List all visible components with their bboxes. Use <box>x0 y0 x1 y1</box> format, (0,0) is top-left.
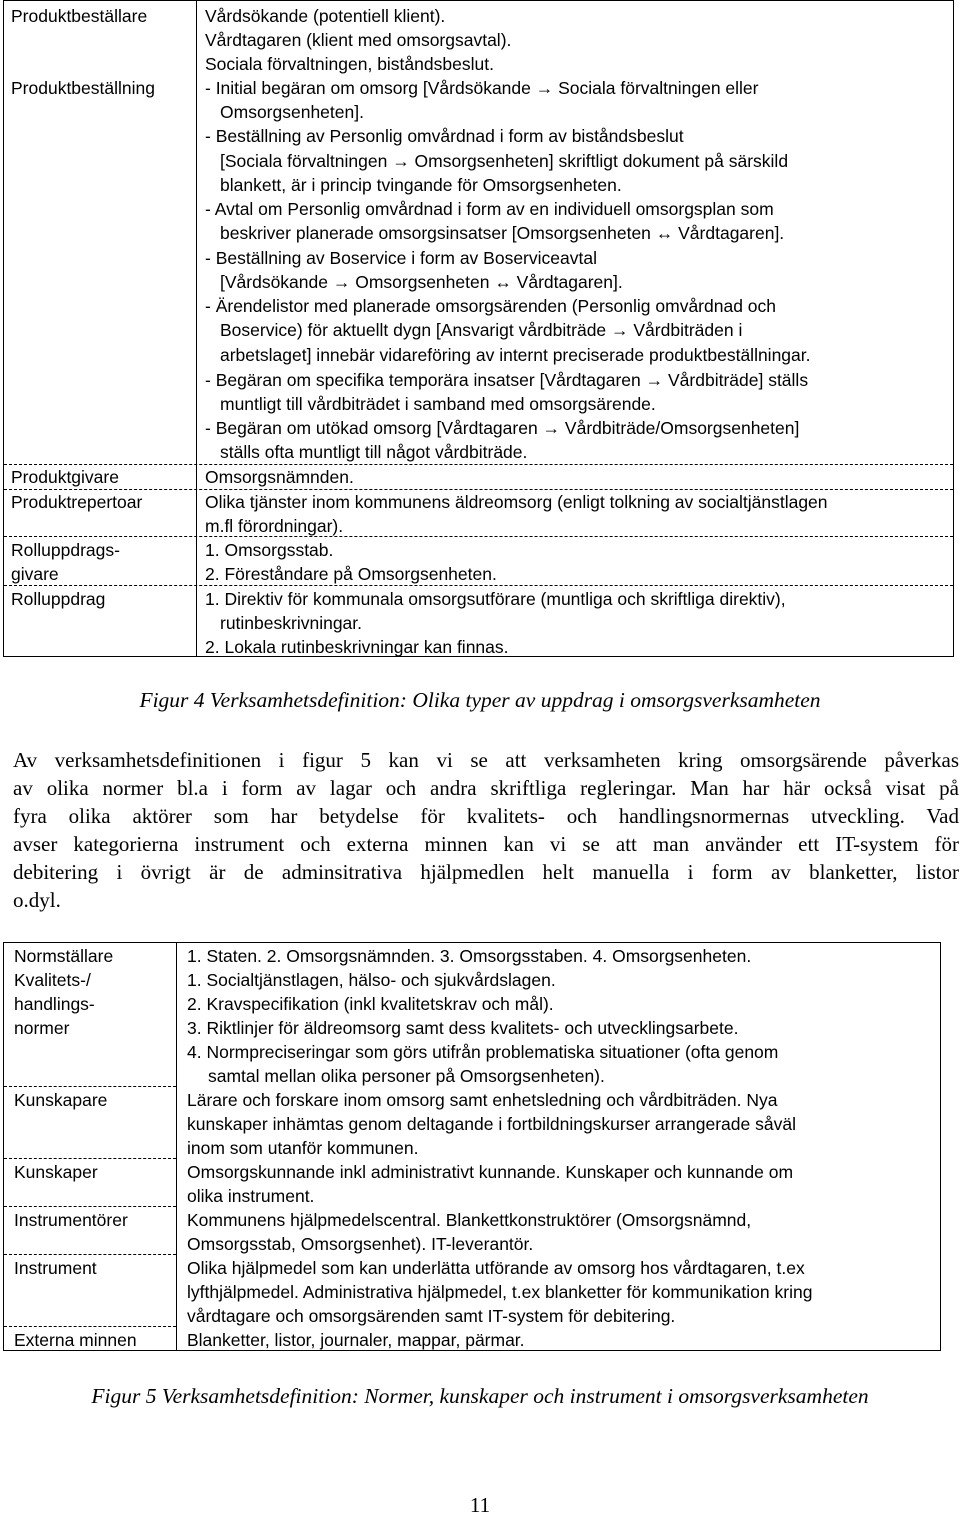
cell-line: [Sociala förvaltningen → Omsorgsenheten] skriftligt dokument på särskild <box>220 151 789 171</box>
cell-line: 1. Omsorgsstab. <box>205 540 334 560</box>
cell-line: kunskaper inhämtas genom deltagande i fortbildningskurser arrangerade såväl <box>187 1114 796 1134</box>
label-kunskaper: Kunskaper <box>14 1162 98 1182</box>
label-externa-minnen: Externa minnen <box>14 1330 137 1350</box>
column-divider <box>176 943 177 1350</box>
cell-line: inom som utanför kommunen. <box>187 1138 419 1158</box>
cell-line: 3. Riktlinjer för äldreomsorg samt dess kvalitets- och utvecklingsarbete. <box>187 1018 739 1038</box>
cell-line: - Initial begäran om omsorg [Vårdsökande → Sociala förvaltningen eller <box>205 78 759 98</box>
cell-line: Kommunens hjälpmedelscentral. Blankettkonstruktörer (Omsorgsnämnd, <box>187 1210 752 1230</box>
cell-line: - Beställning av Personlig omvårdnad i form av biståndsbeslut <box>205 126 684 146</box>
cell-line: 4. Normpreciseringar som görs utifrån problematiska situationer (ofta genom <box>187 1042 779 1062</box>
cell-line: vårdtagare och omsorgsärenden samt IT-system för debitering. <box>187 1306 676 1326</box>
row-divider <box>4 1158 176 1159</box>
cell-line: 2. Lokala rutinbeskrivningar kan finnas. <box>205 637 509 657</box>
cell-line: Vårdsökande (potentiell klient). <box>205 6 446 26</box>
label-produktgivare: Produktgivare <box>11 467 119 487</box>
cell-line: Sociala förvaltningen, biståndsbeslut. <box>205 54 494 74</box>
paragraph-line: fyra olika aktörer som har betydelse för kvalitets- och handlingsnormernas utveckling. Vad <box>13 804 959 828</box>
cell-line: beskriver planerade omsorgsinsatser [Omsorgsenheten ↔ Vårdtagaren]. <box>220 223 785 243</box>
row-divider <box>4 1254 176 1255</box>
cell-line: Olika hjälpmedel som kan underlätta utförande av omsorg hos vårdtagaren, t.ex <box>187 1258 805 1278</box>
activity-definition-table-norms <box>3 942 941 1351</box>
cell-line: samtal mellan olika personer på Omsorgsenheten). <box>208 1066 605 1086</box>
label-rolluppdrag: Rolluppdrag <box>11 589 106 609</box>
activity-definition-table-assignments <box>3 0 954 657</box>
label-kvalitets-normer-cont: handlings- <box>14 994 95 1014</box>
row-divider <box>4 1086 176 1087</box>
cell-line: 1. Staten. 2. Omsorgsnämnden. 3. Omsorgsstaben. 4. Omsorgsenheten. <box>187 946 752 966</box>
row-divider <box>4 536 953 537</box>
paragraph-line: Av verksamhetsdefinitionen i figur 5 kan vi se att verksamheten kring omsorgsärende påverkas <box>13 748 959 772</box>
paragraph-line: av olika normer bl.a i form av lagar och andra skriftliga regleringar. Man har här också visat på <box>13 776 959 800</box>
cell-line: Blanketter, listor, journaler, mappar, pärmar. <box>187 1330 525 1350</box>
cell-line: Omsorgsstab, Omsorgsenhet). IT-leverantör. <box>187 1234 534 1254</box>
cell-line: 1. Direktiv för kommunala omsorgsutförare (muntliga och skriftliga direktiv), <box>205 589 786 609</box>
cell-line: Olika tjänster inom kommunens äldreomsorg (enligt tolkning av socialtjänstlagen <box>205 492 828 512</box>
row-divider <box>4 464 953 465</box>
label-instrument: Instrument <box>14 1258 97 1278</box>
cell-line: - Avtal om Personlig omvårdnad i form av en individuell omsorgsplan som <box>205 199 774 219</box>
row-divider <box>4 1326 176 1327</box>
label-normstallare: Normställare <box>14 946 114 966</box>
cell-line: Boservice) för aktuellt dygn [Ansvarigt vårdbiträde → Vårdbiträden i <box>220 320 743 340</box>
cell-line: olika instrument. <box>187 1186 315 1206</box>
cell-line: [Vårdsökande → Omsorgsenheten ↔ Vårdtagaren]. <box>220 272 623 292</box>
cell-line: m.fl förordningar). <box>205 516 344 536</box>
paragraph-line: o.dyl. <box>13 888 61 912</box>
cell-line: - Beställning av Boservice i form av Boserviceavtal <box>205 248 597 268</box>
cell-line: Lärare och forskare inom omsorg samt enhetsledning och vårdbiträden. Nya <box>187 1090 778 1110</box>
cell-line: rutinbeskrivningar. <box>220 613 363 633</box>
cell-line: 2. Kravspecifikation (inkl kvalitetskrav och mål). <box>187 994 554 1014</box>
label-instrumentorer: Instrumentörer <box>14 1210 128 1230</box>
cell-line: Omsorgsenheten]. <box>220 102 364 122</box>
label-rolluppdragsgivare: Rolluppdrags- <box>11 540 120 560</box>
label-rolluppdragsgivare-cont: givare <box>11 564 59 584</box>
label-kvalitets-normer-cont: normer <box>14 1018 70 1038</box>
label-produktbestallning: Produktbeställning <box>11 78 155 98</box>
figure-caption-4: Figur 4 Verksamhetsdefinition: Olika typer av uppdrag i omsorgsverksamheten <box>139 688 821 712</box>
cell-line: Omsorgskunnande inkl administrativt kunnande. Kunskaper och kunnande om <box>187 1162 794 1182</box>
paragraph-line: avser kategorierna instrument och externa minnen kan vi se att man använder ett IT-system för <box>13 832 959 856</box>
figure-caption-5: Figur 5 Verksamhetsdefinition: Normer, kunskaper och instrument i omsorgsverksamheten <box>91 1384 869 1408</box>
cell-line: 1. Socialtjänstlagen, hälso- och sjukvårdslagen. <box>187 970 556 990</box>
cell-line: - Begäran om utökad omsorg [Vårdtagaren → Vårdbiträde/Omsorgsenheten] <box>205 418 800 438</box>
paragraph-line: debitering i övrigt är de adminsitrativa hjälpmedlen helt manuella i form av blanketter, listor <box>13 860 959 884</box>
cell-line: - Begäran om specifika temporära insatser [Vårdtagaren → Vårdbiträde] ställs <box>205 370 809 390</box>
cell-line: Vårdtagaren (klient med omsorgsavtal). <box>205 30 512 50</box>
label-produktrepertoar: Produktrepertoar <box>11 492 143 512</box>
page-number: 11 <box>469 1493 491 1517</box>
label-kvalitets-normer: Kvalitets-/ <box>14 970 91 990</box>
label-kunskapare: Kunskapare <box>14 1090 108 1110</box>
cell-line: 2. Föreståndare på Omsorgsenheten. <box>205 564 497 584</box>
cell-line: lyfthjälpmedel. Administrativa hjälpmedel, t.ex blanketter för kommunikation kring <box>187 1282 813 1302</box>
column-divider <box>196 1 197 656</box>
row-divider <box>4 1206 176 1207</box>
cell-line: muntligt till vårdbiträdet i samband med omsorgsärende. <box>220 394 656 414</box>
cell-line: arbetslaget] innebär vidareföring av internt preciserade produktbeställningar. <box>220 345 811 365</box>
cell-line: ställs ofta muntligt till något vårdbiträde. <box>220 442 528 462</box>
label-produktbestallare: Produktbeställare <box>11 6 148 26</box>
cell-line: blankett, är i princip tvingande för Omsorgsenheten. <box>220 175 622 195</box>
cell-line: - Ärendelistor med planerade omsorgsärenden (Personlig omvårdnad och <box>205 296 777 316</box>
cell-line: Omsorgsnämnden. <box>205 467 354 487</box>
